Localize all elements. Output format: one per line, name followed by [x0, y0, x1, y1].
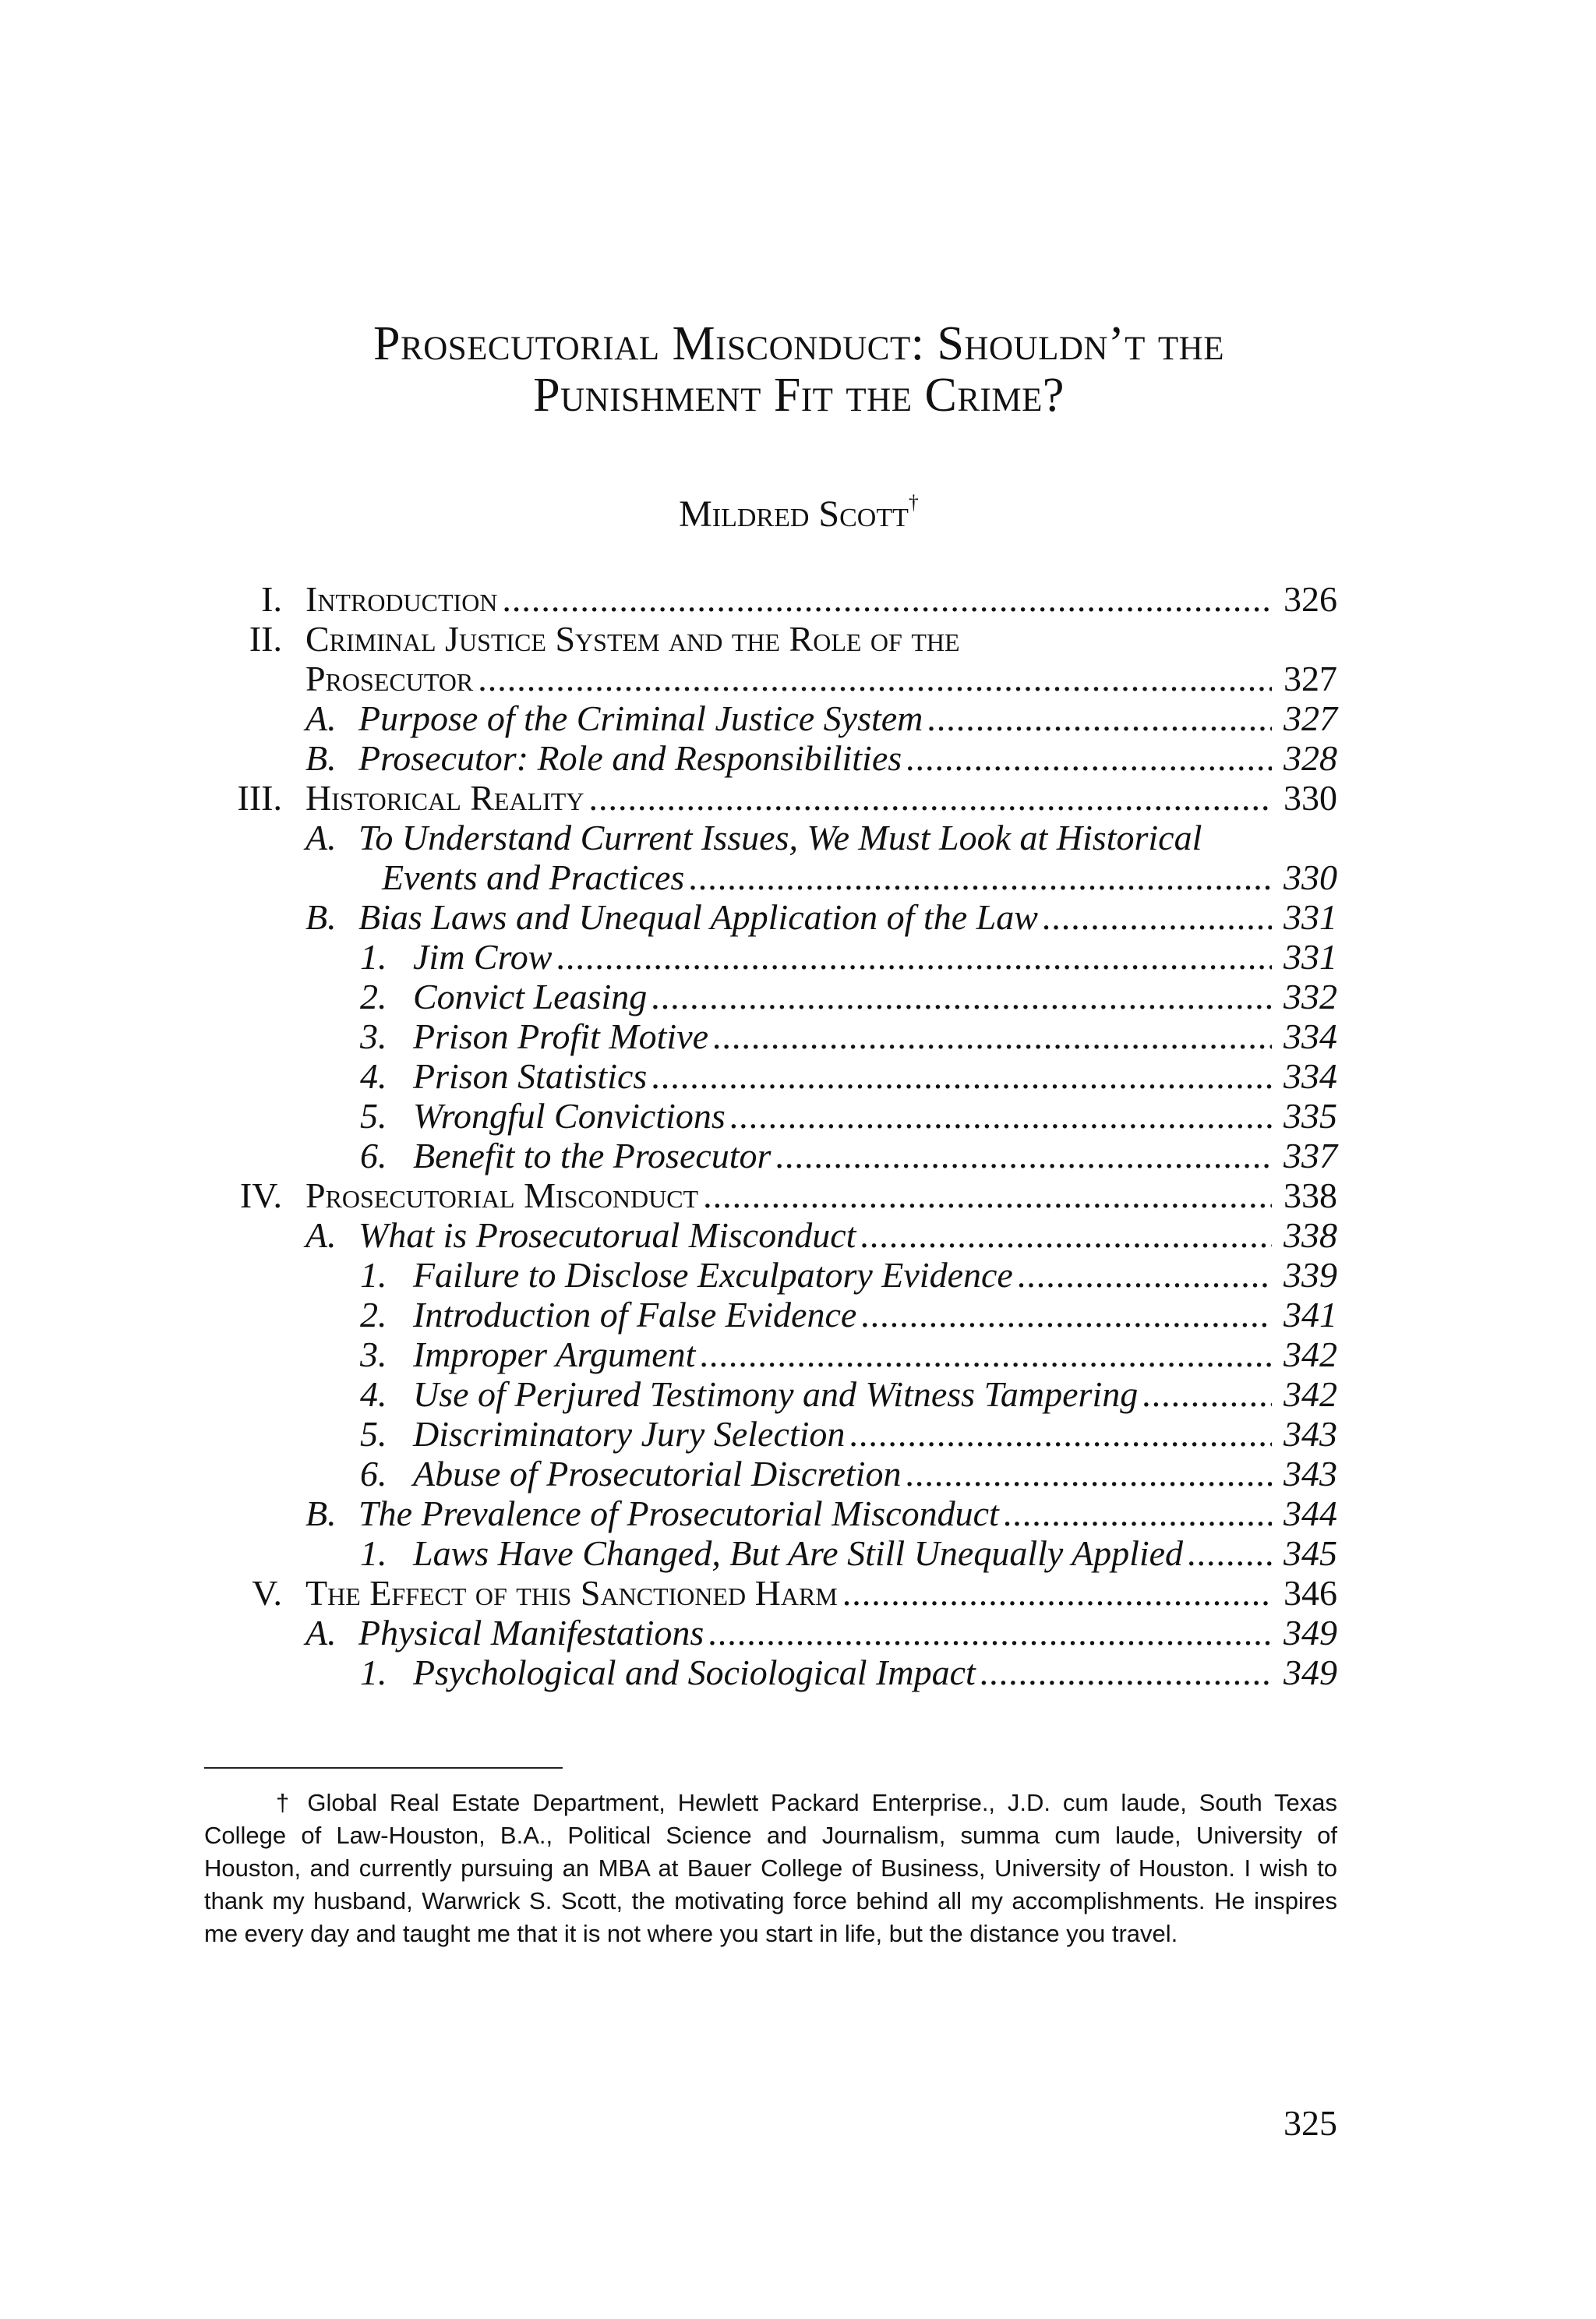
- toc-number: 3.: [360, 1334, 387, 1374]
- toc-number: III.: [237, 778, 282, 818]
- toc-page: 342: [1284, 1374, 1337, 1414]
- toc-entry: [234, 1096, 1337, 1136]
- toc-leader: [478, 659, 1272, 698]
- toc-page: 327: [1284, 659, 1337, 698]
- toc-label: Convict Leasing: [413, 977, 648, 1016]
- toc-entry: [234, 1414, 1337, 1454]
- toc-label: Prison Statistics: [413, 1056, 648, 1096]
- toc-leader: [651, 977, 1272, 1016]
- toc-page: 346: [1284, 1573, 1337, 1613]
- toc-entry: [234, 1653, 1337, 1692]
- toc-entry: [234, 1016, 1337, 1056]
- toc-page: 338: [1284, 1215, 1337, 1255]
- toc-leader: [1018, 1255, 1272, 1295]
- toc-number: B.: [305, 1494, 337, 1533]
- toc-page: 331: [1284, 897, 1337, 937]
- toc-label: Physical Manifestations: [358, 1613, 704, 1653]
- toc-page: 345: [1284, 1533, 1337, 1573]
- toc-page: 342: [1284, 1334, 1337, 1374]
- toc-entry: [234, 1533, 1337, 1573]
- toc-page: 330: [1284, 857, 1337, 897]
- toc-leader: [1043, 897, 1272, 937]
- toc-label: Prosecutorial Misconduct: [305, 1175, 699, 1215]
- toc-page: 326: [1284, 579, 1337, 619]
- toc-number: B.: [305, 738, 337, 778]
- toc-page: 328: [1284, 738, 1337, 778]
- toc-entry: [234, 579, 1337, 619]
- toc-number: A.: [305, 818, 337, 857]
- toc-number: 2.: [360, 977, 387, 1016]
- title-line-1: Prosecutorial Misconduct: Shouldn’t the: [373, 317, 1224, 370]
- toc-entry: [234, 1056, 1337, 1096]
- toc-page: 334: [1284, 1056, 1337, 1096]
- toc-page: 349: [1284, 1613, 1337, 1653]
- toc-page: 343: [1284, 1454, 1337, 1494]
- toc-page: 338: [1284, 1175, 1337, 1215]
- toc-entry: [234, 818, 1337, 857]
- toc-label: Introduction: [305, 579, 498, 619]
- toc-label: Improper Argument: [413, 1334, 696, 1374]
- toc-number: II.: [249, 619, 282, 659]
- article-title: [203, 318, 1395, 421]
- toc-label: Bias Laws and Unequal Application of the Law: [358, 897, 1038, 937]
- toc-page: 341: [1284, 1295, 1337, 1334]
- toc-label: Failure to Disclose Exculpatory Evidence: [413, 1255, 1013, 1295]
- toc-leader: [713, 1016, 1272, 1056]
- toc-entry: [234, 1613, 1337, 1653]
- toc-number: 1.: [360, 1533, 387, 1573]
- toc-page: 344: [1284, 1494, 1337, 1533]
- toc-entry: [234, 1215, 1337, 1255]
- toc-entry: [234, 1175, 1337, 1215]
- toc-number: A.: [305, 1215, 337, 1255]
- toc-leader: [689, 857, 1272, 897]
- toc-leader: [502, 579, 1272, 619]
- toc-page: 337: [1284, 1136, 1337, 1175]
- page-number: 325: [1284, 2103, 1337, 2143]
- toc-entry-continued: [234, 857, 1337, 897]
- toc-entry: [234, 1295, 1337, 1334]
- toc-entry: [234, 1494, 1337, 1533]
- toc-page: 343: [1284, 1414, 1337, 1454]
- toc-number: 1.: [360, 1255, 387, 1295]
- toc-leader: [708, 1613, 1272, 1653]
- table-of-contents: [234, 579, 1337, 1692]
- toc-number: 2.: [360, 1295, 387, 1334]
- toc-number: 4.: [360, 1374, 387, 1414]
- toc-leader: [703, 1175, 1272, 1215]
- toc-label: Discriminatory Jury Selection: [413, 1414, 846, 1454]
- toc-label: Benefit to the Prosecutor: [413, 1136, 772, 1175]
- toc-entry: [234, 1255, 1337, 1295]
- toc-number: 1.: [360, 1653, 387, 1692]
- toc-number: V.: [252, 1573, 282, 1613]
- toc-number: A.: [305, 698, 337, 738]
- toc-label: Prison Profit Motive: [413, 1016, 709, 1056]
- toc-leader: [1004, 1494, 1272, 1533]
- toc-page: 330: [1284, 778, 1337, 818]
- toc-entry: [234, 977, 1337, 1016]
- toc-number: 4.: [360, 1056, 387, 1096]
- toc-leader: [1142, 1374, 1272, 1414]
- toc-label: Psychological and Sociological Impact: [413, 1653, 976, 1692]
- toc-leader: [860, 1215, 1272, 1255]
- toc-label: The Effect of this Sanctioned Harm: [305, 1573, 838, 1613]
- toc-leader: [927, 698, 1272, 738]
- toc-page: 332: [1284, 977, 1337, 1016]
- toc-entry: [234, 1334, 1337, 1374]
- toc-label: Laws Have Changed, But Are Still Unequally Applied: [413, 1533, 1184, 1573]
- toc-number: 5.: [360, 1414, 387, 1454]
- toc-number: 5.: [360, 1096, 387, 1136]
- author-footnote-marker: †: [908, 491, 919, 514]
- toc-label: Prosecutor: Role and Responsibilities: [358, 738, 902, 778]
- toc-leader: [861, 1295, 1272, 1334]
- toc-entry: [234, 1454, 1337, 1494]
- toc-label: Criminal Justice System and the Role of the: [305, 619, 960, 659]
- footnote-divider: [204, 1767, 563, 1769]
- toc-page: 335: [1284, 1096, 1337, 1136]
- toc-leader: [906, 738, 1272, 778]
- toc-page: 331: [1284, 937, 1337, 977]
- toc-entry: [234, 619, 1337, 659]
- toc-number: 6.: [360, 1454, 387, 1494]
- toc-entry: [234, 937, 1337, 977]
- toc-label: Introduction of False Evidence: [413, 1295, 857, 1334]
- toc-number: B.: [305, 897, 337, 937]
- toc-label: Jim Crow: [413, 937, 553, 977]
- toc-number: 1.: [360, 937, 387, 977]
- toc-number: A.: [305, 1613, 337, 1653]
- toc-label: Historical Reality: [305, 778, 584, 818]
- toc-number: I.: [261, 579, 282, 619]
- toc-leader: [906, 1454, 1272, 1494]
- author-name: Mildred Scott: [679, 493, 909, 535]
- toc-leader: [1188, 1533, 1272, 1573]
- toc-leader: [700, 1334, 1272, 1374]
- toc-leader: [775, 1136, 1272, 1175]
- toc-entry: [234, 698, 1337, 738]
- toc-page: 349: [1284, 1653, 1337, 1692]
- toc-number: IV.: [239, 1175, 282, 1215]
- toc-number: 6.: [360, 1136, 387, 1175]
- toc-label: Use of Perjured Testimony and Witness Tampering: [413, 1374, 1139, 1414]
- toc-label: Events and Practices: [382, 857, 685, 897]
- toc-leader: [730, 1096, 1272, 1136]
- toc-leader: [980, 1653, 1272, 1692]
- footnote: † Global Real Estate Department, Hewlett Packard Enterprise., J.D. cum laude, South Texas College of Law-Houston, B.A., Political Science and Journalism, summa cum laude, University of Houston, and currently pursuing an MBA at Bauer College of Business, University of Houston. I wish to thank my husband, Warwrick S. Scott, the motivating force behind all my accomplishments. He inspires me every day and taught me that it is not where you start in life, but the distance you travel.: [204, 1789, 1337, 1947]
- toc-page: 327: [1284, 698, 1337, 738]
- toc-entry: [234, 778, 1337, 818]
- title-line-2: Punishment Fit the Crime?: [533, 369, 1065, 422]
- toc-entry: [234, 1136, 1337, 1175]
- toc-entry: [234, 897, 1337, 937]
- toc-label: The Prevalence of Prosecutorial Misconduct: [358, 1494, 999, 1533]
- toc-page: 334: [1284, 1016, 1337, 1056]
- toc-label: Prosecutor: [305, 659, 474, 698]
- toc-label: To Understand Current Issues, We Must Look at Historical: [358, 818, 1202, 857]
- toc-label: Abuse of Prosecutorial Discretion: [413, 1454, 902, 1494]
- toc-leader: [588, 778, 1272, 818]
- toc-label: What is Prosecutorual Misconduct: [358, 1215, 856, 1255]
- toc-page: 339: [1284, 1255, 1337, 1295]
- toc-label: Purpose of the Criminal Justice System: [358, 698, 923, 738]
- toc-leader: [651, 1056, 1272, 1096]
- toc-label: Wrongful Convictions: [413, 1096, 726, 1136]
- toc-leader: [556, 937, 1272, 977]
- toc-leader: [842, 1573, 1272, 1613]
- toc-leader: [849, 1414, 1272, 1454]
- toc-entry: [234, 738, 1337, 778]
- author-byline: [203, 491, 1395, 536]
- toc-entry-continued: [234, 659, 1337, 698]
- toc-number: 3.: [360, 1016, 387, 1056]
- toc-entry: [234, 1374, 1337, 1414]
- toc-entry: [234, 1573, 1337, 1613]
